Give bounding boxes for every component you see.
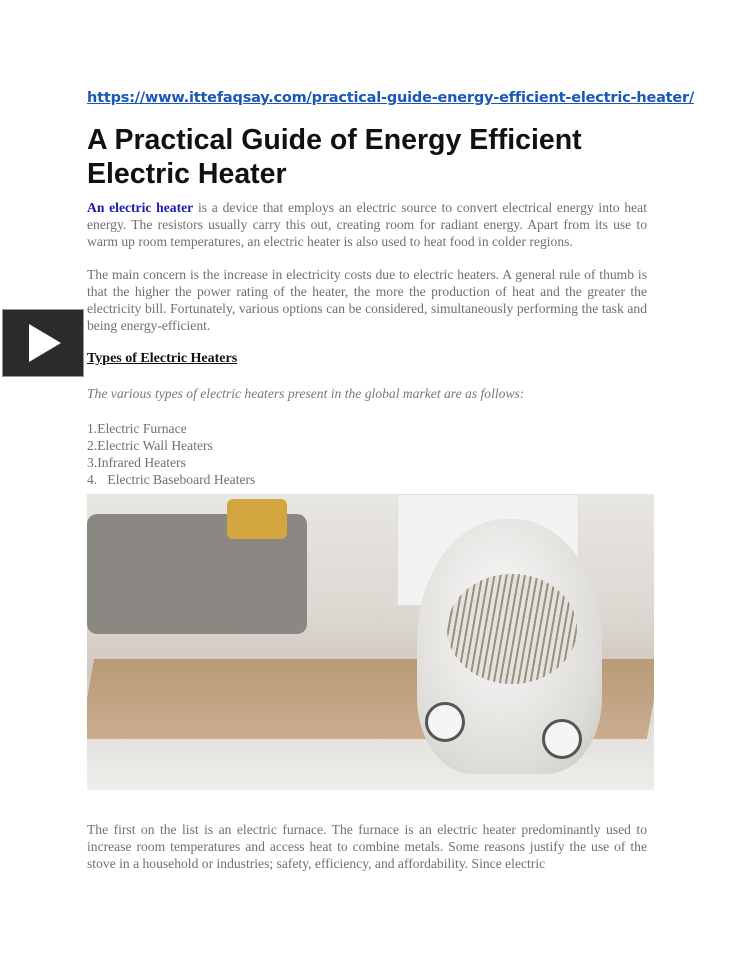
source-url-link[interactable]: https://www.ittefaqsay.com/practical-guide-energy-efficient-electric-heater/ bbox=[87, 90, 695, 106]
page-title: A Practical Guide of Energy Efficient Electric Heater bbox=[87, 124, 582, 190]
heater-knob bbox=[542, 719, 582, 759]
heater-grille bbox=[447, 574, 577, 684]
cost-paragraph: The main concern is the increase in electricity costs due to electric heaters. A general rule of thumb is that the higher the power rating of the heater, the more the production of heat and the greater the electricity bill. Fortunately, various options can be considered, simultaneously performing the task and being energy-efficient. bbox=[87, 267, 647, 333]
cushion bbox=[227, 499, 287, 539]
heater-photo bbox=[87, 494, 654, 790]
intro-paragraph bbox=[87, 199, 647, 250]
furnace-paragraph: The first on the list is an electric furnace. The furnace is an electric heater predominantly used to increase room temperatures and access heat to combine metals. Some reasons justify the use of the stove in a household or industries; safety, efficiency, and affordability. Since electric bbox=[87, 822, 647, 871]
intro-text: is a device that employs an electric source to convert electrical energy into heat energy. The resistors usually carry this out, creating room for radiant energy. Apart from its use to warm up room temperatures, an electric heater is also used to heat food in colder regions. bbox=[87, 200, 647, 249]
list-item: 4. Electric Baseboard Heaters bbox=[87, 472, 256, 487]
list-item: 2.Electric Wall Heaters bbox=[87, 438, 213, 453]
types-list bbox=[87, 420, 255, 488]
list-item: 1.Electric Furnace bbox=[87, 421, 187, 436]
play-icon bbox=[27, 322, 63, 364]
play-button[interactable] bbox=[2, 309, 84, 377]
section-heading: Types of Electric Heaters bbox=[87, 351, 238, 366]
types-intro: The various types of electric heaters present in the global market are as follows: bbox=[87, 386, 525, 401]
list-item: 3.Infrared Heaters bbox=[87, 455, 186, 470]
heater-knob bbox=[425, 702, 465, 742]
electric-heater-link[interactable]: An electric heater bbox=[87, 200, 194, 215]
